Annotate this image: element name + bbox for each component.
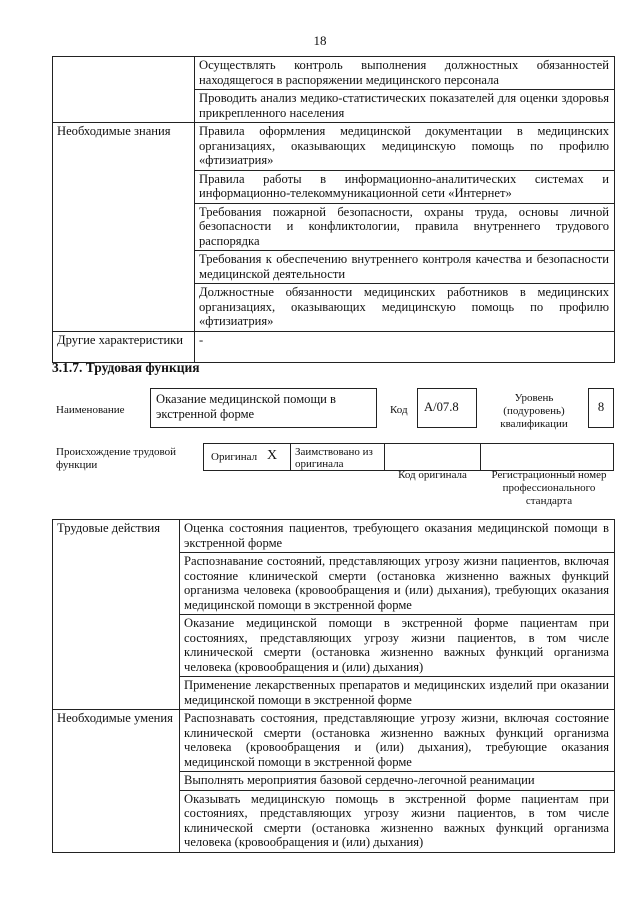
table-row (53, 710, 615, 772)
original-cell (203, 443, 291, 471)
origin-label: Происхождение трудовой функции (56, 446, 177, 471)
reg-number-cell (480, 443, 614, 471)
table-row (53, 331, 615, 362)
row-label-knowledge: Необходимые знания (53, 123, 195, 332)
competency-table-2 (52, 519, 615, 853)
table-cell: Распознавать состояния, представляющие угрозу жизни, включая состояние клинической смерти (остановка жизненно важных функций организма человека (кровообращения и (или) дыхания), требующие оказания медицинской помощи в экстренной форме (180, 710, 615, 772)
code-value: A/07.8 (417, 388, 477, 428)
row-label-skills: Необходимые умения (53, 710, 180, 853)
section-heading: 3.1.7. Трудовая функция (52, 360, 200, 375)
table-cell: Проводить анализ медико-статистических показателей для оценки здоровья прикрепленного населения (195, 90, 615, 123)
table-row (53, 520, 615, 553)
table-cell: Осуществлять контроль выполнения должностных обязанностей находящегося в распоряжении медицинского персонала (195, 57, 615, 90)
code-label: Код (390, 404, 408, 416)
reg-number-label: Регистрационный номер профессионального стандарта (491, 469, 607, 507)
table-cell: Правила оформления медицинской документации в медицинских организациях, оказывающих медицинскую помощь по профилю «фтизиатрия» (195, 123, 615, 171)
table-cell: Распознавание состояний, представляющих угрозу жизни пациентов, включая состояние клинической смерти (остановка жизненно важных функций организма человека (кровообращения и (или) дыхания), требующих оказания медицинской помощи в экстренной форме (180, 553, 615, 615)
original-label: Оригинал (211, 451, 258, 463)
name-value: Оказание медицинской помощи в экстренной форме (150, 388, 377, 428)
table-cell: - (195, 331, 615, 362)
table-cell: Правила работы в информационно-аналитических системах и информационно-телекоммуникационной сети «Интернет» (195, 170, 615, 203)
table-cell: Оценка состояния пациентов, требующего оказания медицинской помощи в экстренной форме (180, 520, 615, 553)
table-cell: Требования к обеспечению внутреннего контроля качества и безопасности медицинской деятельности (195, 251, 615, 284)
table-cell: Оказывать медицинскую помощь в экстренной форме пациентам при состояниях, представляющих угрозу жизни пациентов, в том числе клинической смерти (остановка жизненно важных функций организма человека (кровообращения и (или) дыхания) (180, 790, 615, 852)
original-mark: X (267, 448, 278, 463)
code-original-cell (384, 443, 481, 471)
row-label-empty (53, 57, 195, 123)
table-cell: Выполнять мероприятия базовой сердечно-легочной реанимации (180, 772, 615, 791)
borrowed-cell: Заимствовано из оригинала (290, 443, 385, 471)
table-cell: Должностные обязанности медицинских работников в медицинских организациях, оказывающих медицинскую помощь по профилю «фтизиатрия» (195, 284, 615, 332)
competency-table-1 (52, 56, 615, 363)
table-cell: Применение лекарственных препаратов и медицинских изделий при оказании медицинской помощи в экстренной форме (180, 677, 615, 710)
level-value: 8 (588, 388, 614, 428)
page-number: 18 (313, 33, 327, 48)
table-cell: Требования пожарной безопасности, охраны труда, основы личной безопасности и конфликтологии, правила внутреннего трудового распорядка (195, 203, 615, 251)
code-original-label: Код оригинала (398, 469, 467, 481)
row-label-other: Другие характеристики (53, 331, 195, 362)
table-cell: Оказание медицинской помощи в экстренной форме пациентам при состояниях, представляющих угрозу жизни пациентов, в том числе клинической смерти (остановка жизненно важных функций организма человека (кровообращения и (или) дыхания) (180, 615, 615, 677)
row-label-actions: Трудовые действия (53, 520, 180, 710)
name-label: Наименование (56, 404, 125, 416)
table-row (53, 123, 615, 171)
level-label: Уровень (подуровень) квалификации (500, 392, 568, 430)
table-row (53, 57, 615, 90)
